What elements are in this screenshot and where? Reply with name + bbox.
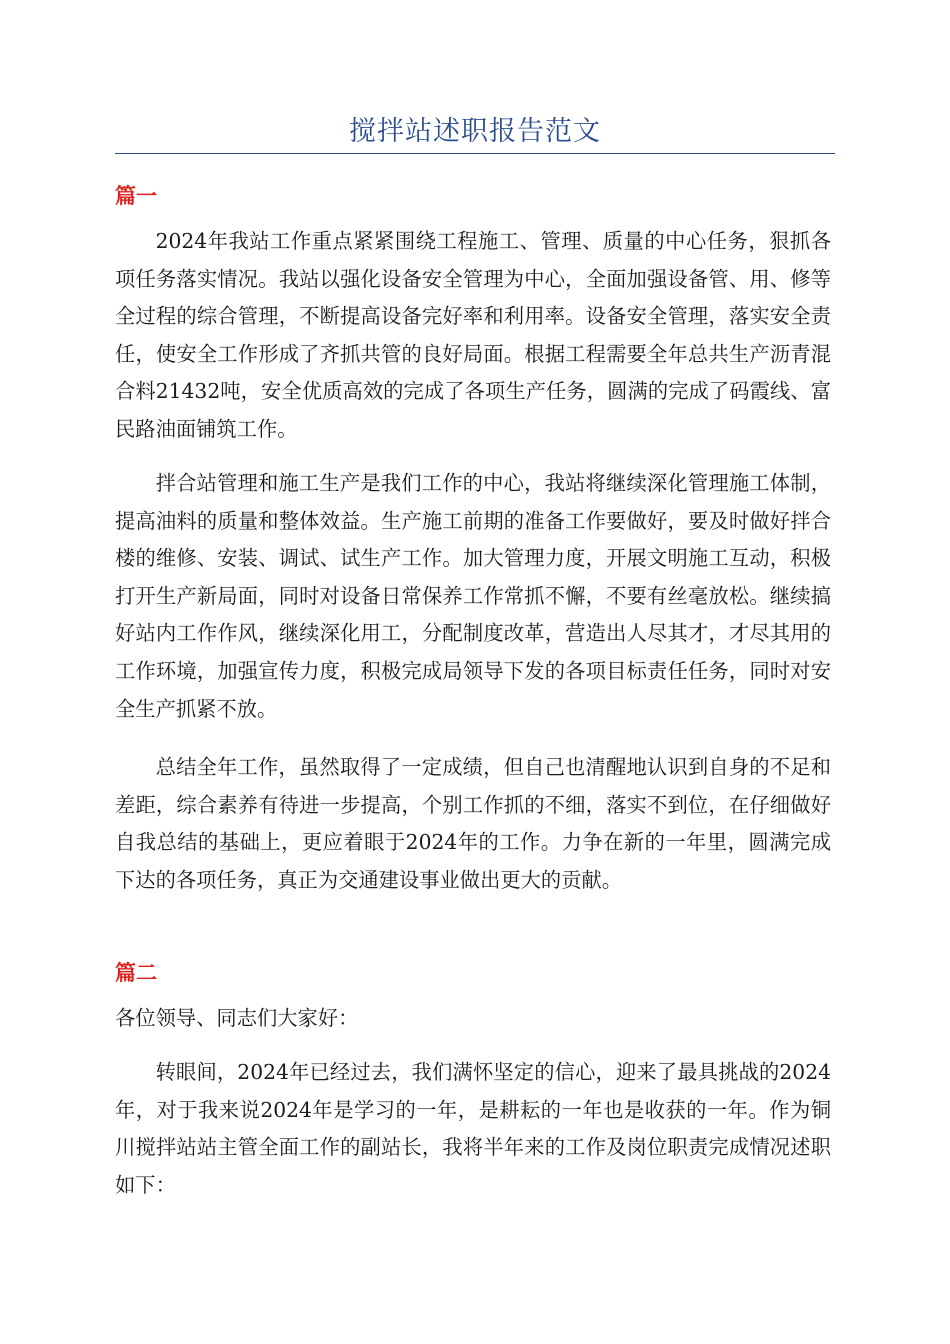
section-heading-2: 篇二 [115,961,157,985]
section-1-paragraph-1: 2024年我站工作重点紧紧围绕工程施工、管理、质量的中心任务，狠抓各项任务落实情况。我站以强化设备安全管理为中心，全面加强设备管、用、修等全过程的综合管理，不断提高设备完好率和利用率。设备安全管理，落实安全责任，使安全工作形成了齐抓共管的良好局面。根据工程需要全年总共生产沥青混合料21432吨，安全优质高效的完成了各项生产任务，圆满的完成了码霞线、富民路油面铺筑工作。 [115,229,831,441]
document-title: 搅拌站述职报告范文 [349,116,601,147]
section-2-greeting: 各位领导、同志们大家好： [115,1006,359,1030]
section-2-paragraph-1: 转眼间，2024年已经过去，我们满怀坚定的信心，迎来了最具挑战的2024年，对于我来说2024年是学习的一年，是耕耘的一年也是收获的一年。作为铜川搅拌站站主管全面工作的副站长，我将半年来的工作及岗位职责完成情况述职如下： [115,1060,831,1197]
section-1-paragraph-3: 总结全年工作，虽然取得了一定成绩，但自己也清醒地认识到自身的不足和差距，综合素养有待进一步提高，个别工作抓的不细，落实不到位，在仔细做好自我总结的基础上，更应着眼于2024年的工作。力争在新的一年里，圆满完成下达的各项任务，真正为交通建设事业做出更大的贡献。 [115,755,831,892]
section-1-paragraph-2: 拌合站管理和施工生产是我们工作的中心，我站将继续深化管理施工体制，提高油料的质量和整体效益。生产施工前期的准备工作要做好，要及时做好拌合楼的维修、安装、调试、试生产工作。加大管理力度，开展文明施工互动，积极打开生产新局面，同时对设备日常保养工作常抓不懈，不要有丝毫放松。继续搞好站内工作作风，继续深化用工，分配制度改革，营造出人尽其才，才尽其用的工作环境，加强宣传力度，积极完成局领导下发的各项目标责任任务，同时对安全生产抓紧不放。 [115,471,831,721]
title-divider [115,153,835,154]
section-heading-1: 篇一 [115,184,157,208]
